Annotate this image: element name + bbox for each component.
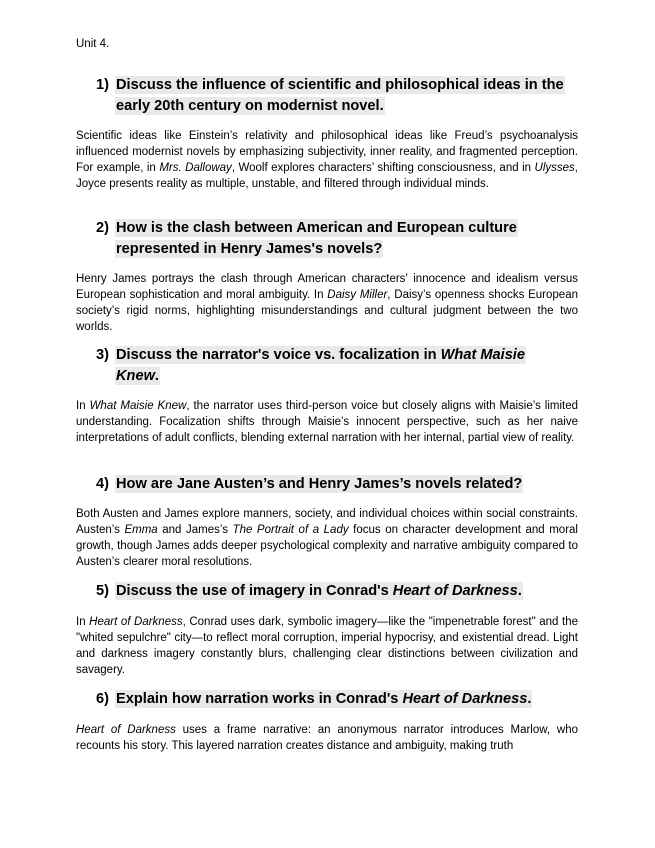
question-1-heading (96, 75, 596, 117)
answer-1-paragraph: Scientific ideas like Einstein’s relativity and philosophical ideas like Freud’s psychoanalysis influenced modernist novels by emphasizing subjectivity, inner reality, and fragmented perception. For example, in Mrs. Dalloway, Woolf explores characters’ shifting consciousness, and in Ulysses, Joyce presents reality as multiple, unstable, and filtered through individual minds. (76, 130, 578, 190)
answer-2-paragraph: Henry James portrays the clash through American characters’ innocence and idealism versus European sophistication and moral ambiguity. In Daisy Miller, Daisy’s openness shocks European society’s rigid norms, highlighting misunderstandings and cultural judgment between the two worlds. (76, 273, 578, 333)
question-5-heading (96, 581, 596, 602)
question-number: 4) (96, 476, 109, 492)
question-2-heading (96, 218, 546, 260)
title-heart-of-darkness: Heart of Darkness (76, 724, 176, 736)
question-number: 1) (96, 77, 109, 93)
question-text: How is the clash between American and European culture represented in Henry James's novels? (116, 220, 517, 257)
answer-5-paragraph: In Heart of Darkness, Conrad uses dark, symbolic imagery—like the "impenetrable forest" and the "whited sepulchre" city—to reflect moral corruption, imperial hypocrisy, and existential dread. Light and darkness imagery constantly blurs, challenging clear distinctions between civilization and savagery. (76, 616, 578, 676)
question-number: 5) (96, 583, 109, 599)
question-text: Discuss the influence of scientific and philosophical ideas in the early 20th century on modernist novel. (116, 77, 564, 114)
question-6-heading (96, 689, 596, 710)
question-text: Explain how narration works in Conrad's Heart of Darkness. (116, 691, 532, 707)
question-number: 2) (96, 220, 109, 236)
title-emma: Emma (124, 524, 158, 536)
question-number: 6) (96, 691, 109, 707)
question-text: Discuss the narrator's voice vs. focalization in What Maisie Knew. (116, 347, 525, 384)
title-ulysses: Ulysses (534, 162, 575, 174)
title-portrait-of-a-lady: The Portrait of a Lady (232, 524, 349, 536)
question-text: Discuss the use of imagery in Conrad's Heart of Darkness. (116, 583, 522, 599)
question-4-heading (96, 474, 596, 495)
unit-label: Unit 4. (76, 38, 110, 50)
question-number: 3) (96, 347, 109, 363)
answer-3-paragraph: In What Maisie Knew, the narrator uses third-person voice but closely aligns with Maisie’s limited understanding. Focalization shifts through Maisie’s innocent perspective, such as her naive interpretations of adult conflicts, blending external narration with her internal, partial view of reality. (76, 400, 579, 444)
title-heart-of-darkness: Heart of Darkness (89, 616, 183, 628)
question-3-heading (96, 345, 546, 387)
title-what-maisie-knew: What Maisie Knew (89, 400, 187, 412)
answer-6-paragraph: Heart of Darkness uses a frame narrative: an anonymous narrator introduces Marlow, who recounts his story. This layered narration creates distance and ambiguity, making truth (76, 724, 578, 752)
question-text: How are Jane Austen’s and Henry James’s novels related? (116, 476, 523, 492)
title-mrs-dalloway: Mrs. Dalloway (159, 162, 232, 174)
title-daisy-miller: Daisy Miller (327, 289, 388, 301)
answer-4-paragraph: Both Austen and James explore manners, society, and individual choices within social constraints. Austen’s Emma and James’s The Portrait of a Lady focus on character development and moral growth, though James adds deeper psychological complexity and narrative ambiguity compared to Austen’s clearer moral resolutions. (76, 508, 578, 568)
